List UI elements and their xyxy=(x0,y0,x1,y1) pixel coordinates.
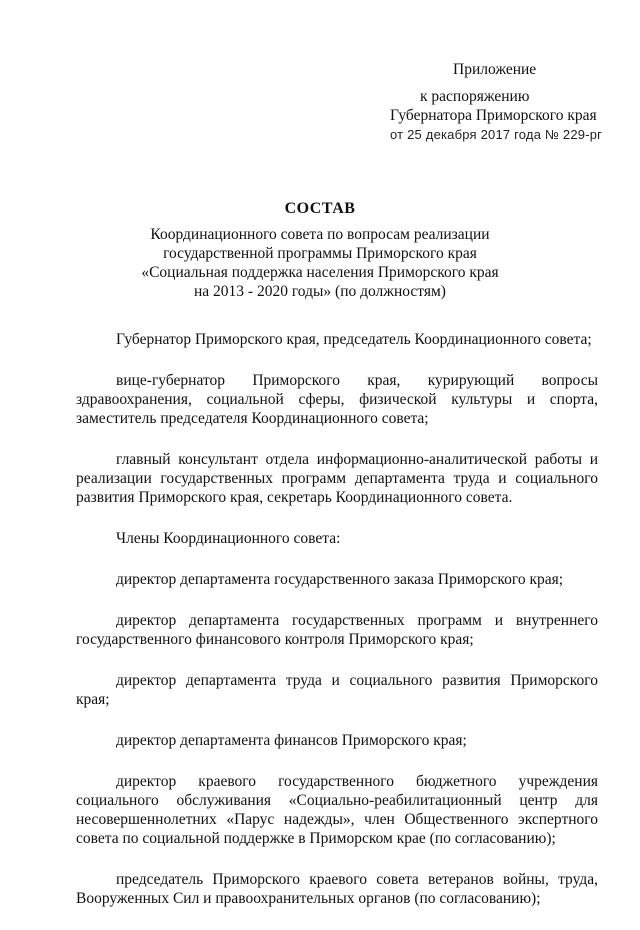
list-item: Губернатор Приморского края, председатель Координационного совета; xyxy=(116,331,592,348)
appendix-line-order: к распоряжению xyxy=(420,88,530,105)
members-list xyxy=(76,330,598,930)
document-subtitle xyxy=(0,225,640,301)
list-item: вице-губернатор Приморского края, курирующий вопросы здравоохранения, социальной сферы, физической культуры и спорта, заместитель председателя Координационного совета; xyxy=(76,372,598,427)
members-heading: Члены Координационного совета: xyxy=(116,530,341,547)
appendix-block xyxy=(390,60,630,144)
list-item: главный консультант отдела информационно-аналитической работы и реализации государственных программ департамента труда и социального развития Приморского края, секретарь Координационного совета. xyxy=(76,451,598,506)
subtitle-line: «Социальная поддержка населения Приморского края xyxy=(141,264,499,281)
subtitle-line: на 2013 - 2020 годы» (по должностям) xyxy=(194,283,446,300)
list-item: директор департамента государственных программ и внутреннего государственного финансового контроля Приморского края; xyxy=(76,612,598,648)
list-item: директор департамента финансов Приморского края; xyxy=(116,732,467,749)
appendix-line-governor: Губернатора Приморского края xyxy=(390,107,597,124)
list-item: директор краевого государственного бюджетного учреждения социального обслуживания «Социально-реабилитационный центр для несовершеннолетних «Парус надежды», член Общественного экспертного совета по социальной поддержке в Приморском крае (по согласованию); xyxy=(76,773,598,847)
appendix-date: от 25 декабря 2017 года № 229-рг xyxy=(390,127,603,142)
list-item: директор департамента государственного заказа Приморского края; xyxy=(116,571,564,588)
subtitle-line: государственной программы Приморского края xyxy=(163,245,477,262)
list-item: председатель Приморского краевого совета ветеранов войны, труда, Вооруженных Сил и правоохранительных органов (по согласованию); xyxy=(76,871,598,907)
subtitle-line: Координационного совета по вопросам реализации xyxy=(150,226,490,243)
appendix-title: Приложение xyxy=(453,61,537,78)
document-title: СОСТАВ xyxy=(284,200,356,217)
list-item: директор департамента труда и социального развития Приморского края; xyxy=(76,672,598,708)
